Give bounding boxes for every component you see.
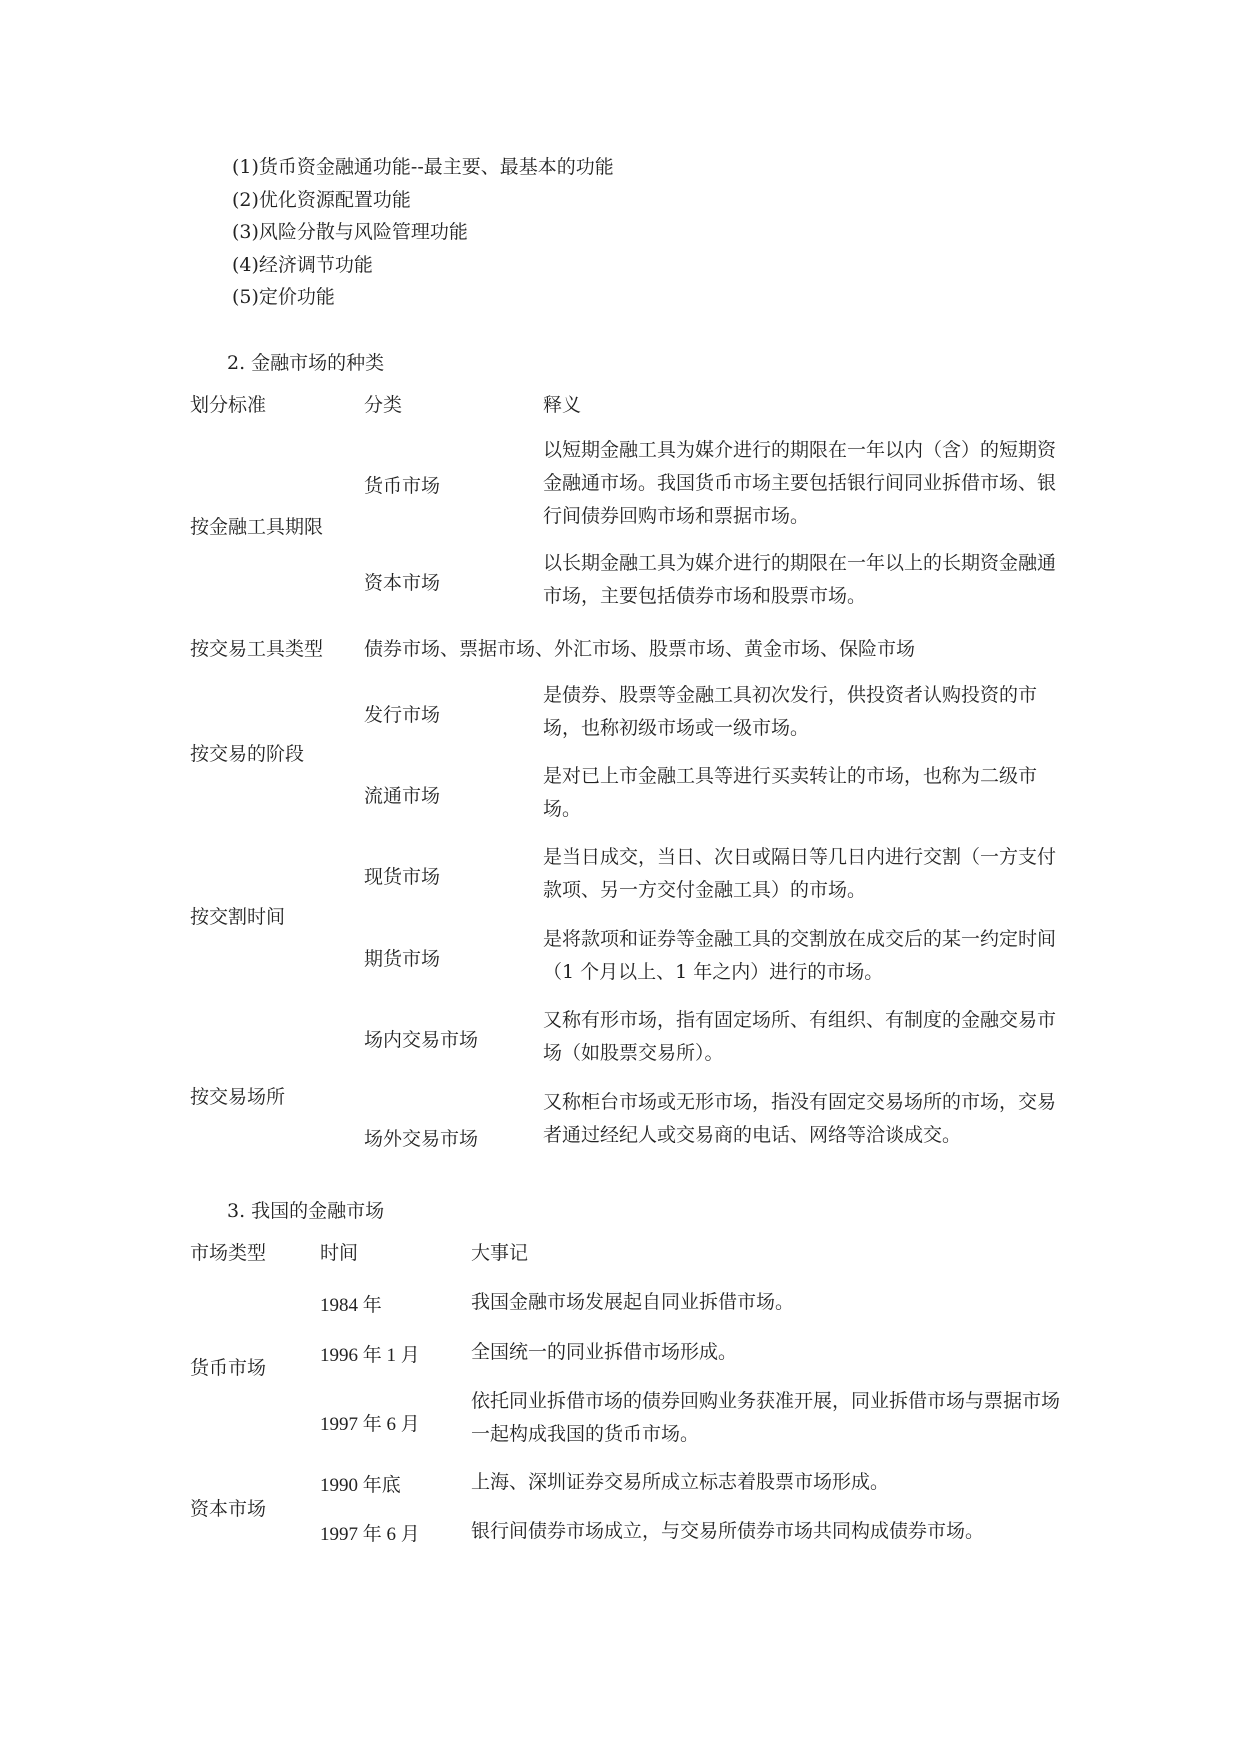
market-money: 货币市场 <box>190 1357 267 1379</box>
function-item-1: (1)货币资金融通功能--最主要、最基本的功能 <box>232 156 614 178</box>
category-label: 资本市场 <box>364 572 441 594</box>
event-time: 1996 年 1 月 <box>320 1345 420 1366</box>
criterion-settlement-time: 按交割时间 <box>190 906 286 928</box>
function-item-2: (2)优化资源配置功能 <box>232 189 411 211</box>
table2-header-market: 市场类型 <box>190 1242 267 1264</box>
explanation-text: 是当日成交，当日、次日或隔日等几日内进行交割（一方支付款项、另一方交付金融工具）的市场。 <box>543 846 1057 901</box>
section2-title: 2. 金融市场的种类 <box>227 352 385 374</box>
event-text: 上海、深圳证券交易所成立标志着股票市场形成。 <box>471 1471 890 1493</box>
event-time: 1997 年 6 月 <box>320 1524 420 1545</box>
criterion-trading-stage: 按交易的阶段 <box>190 743 305 765</box>
table1-header-category: 分类 <box>364 394 403 416</box>
category-label: 货币市场 <box>364 475 441 497</box>
event-text: 银行间债券市场成立，与交易所债券市场共同构成债券市场。 <box>471 1520 985 1542</box>
section3-title: 3. 我国的金融市场 <box>227 1200 385 1222</box>
criterion-trading-venue: 按交易场所 <box>190 1086 286 1108</box>
event-time: 1990 年底 <box>320 1475 401 1496</box>
explanation-text: 又称柜台市场或无形市场，指没有固定交易场所的市场，交易者通过经纪人或交易商的电话、网络等洽谈成交。 <box>543 1091 1057 1146</box>
event-time: 1984 年 <box>320 1295 382 1316</box>
explanation-text: 以长期金融工具为媒介进行的期限在一年以上的长期资金融通市场，主要包括债券市场和股票市场。 <box>543 552 1057 607</box>
criterion-term: 按金融工具期限 <box>190 516 324 538</box>
explanation-text: 是债券、股票等金融工具初次发行，供投资者认购投资的市场，也称初级市场或一级市场。 <box>543 684 1038 739</box>
instrument-types-text: 债券市场、票据市场、外汇市场、股票市场、黄金市场、保险市场 <box>364 638 916 660</box>
event-text: 我国金融市场发展起自同业拆借市场。 <box>471 1291 795 1313</box>
function-item-3: (3)风险分散与风险管理功能 <box>232 221 468 243</box>
table1-header-explanation: 释义 <box>543 394 582 416</box>
event-text: 依托同业拆借市场的债券回购业务获准开展，同业拆借市场与票据市场一起构成我国的货币市场。 <box>471 1390 1061 1445</box>
category-label: 流通市场 <box>364 785 441 807</box>
table1-header-criterion: 划分标准 <box>190 394 267 416</box>
category-label: 期货市场 <box>364 948 441 970</box>
explanation-text: 以短期金融工具为媒介进行的期限在一年以内（含）的短期资金融通市场。我国货币市场主要包括银行间同业拆借市场、银行间债券回购市场和票据市场。 <box>543 439 1057 527</box>
table2-header-time: 时间 <box>320 1242 359 1264</box>
function-item-4: (4)经济调节功能 <box>232 254 373 276</box>
criterion-instrument-type: 按交易工具类型 <box>190 638 324 660</box>
explanation-text: 是将款项和证券等金融工具的交割放在成交后的某一约定时间（1 个月以上、1 年之内）进行的市场。 <box>543 928 1057 983</box>
table2-header-event: 大事记 <box>471 1242 529 1264</box>
event-time: 1997 年 6 月 <box>320 1414 420 1435</box>
explanation-text: 是对已上市金融工具等进行买卖转让的市场，也称为二级市场。 <box>543 765 1038 820</box>
category-label: 现货市场 <box>364 866 441 888</box>
event-text: 全国统一的同业拆借市场形成。 <box>471 1341 738 1363</box>
explanation-text: 又称有形市场，指有固定场所、有组织、有制度的金融交易市场（如股票交易所）。 <box>543 1009 1057 1064</box>
category-label: 发行市场 <box>364 704 441 726</box>
category-label: 场外交易市场 <box>364 1128 479 1150</box>
category-label: 场内交易市场 <box>364 1029 479 1051</box>
market-capital: 资本市场 <box>190 1498 267 1520</box>
function-item-5: (5)定价功能 <box>232 286 335 308</box>
